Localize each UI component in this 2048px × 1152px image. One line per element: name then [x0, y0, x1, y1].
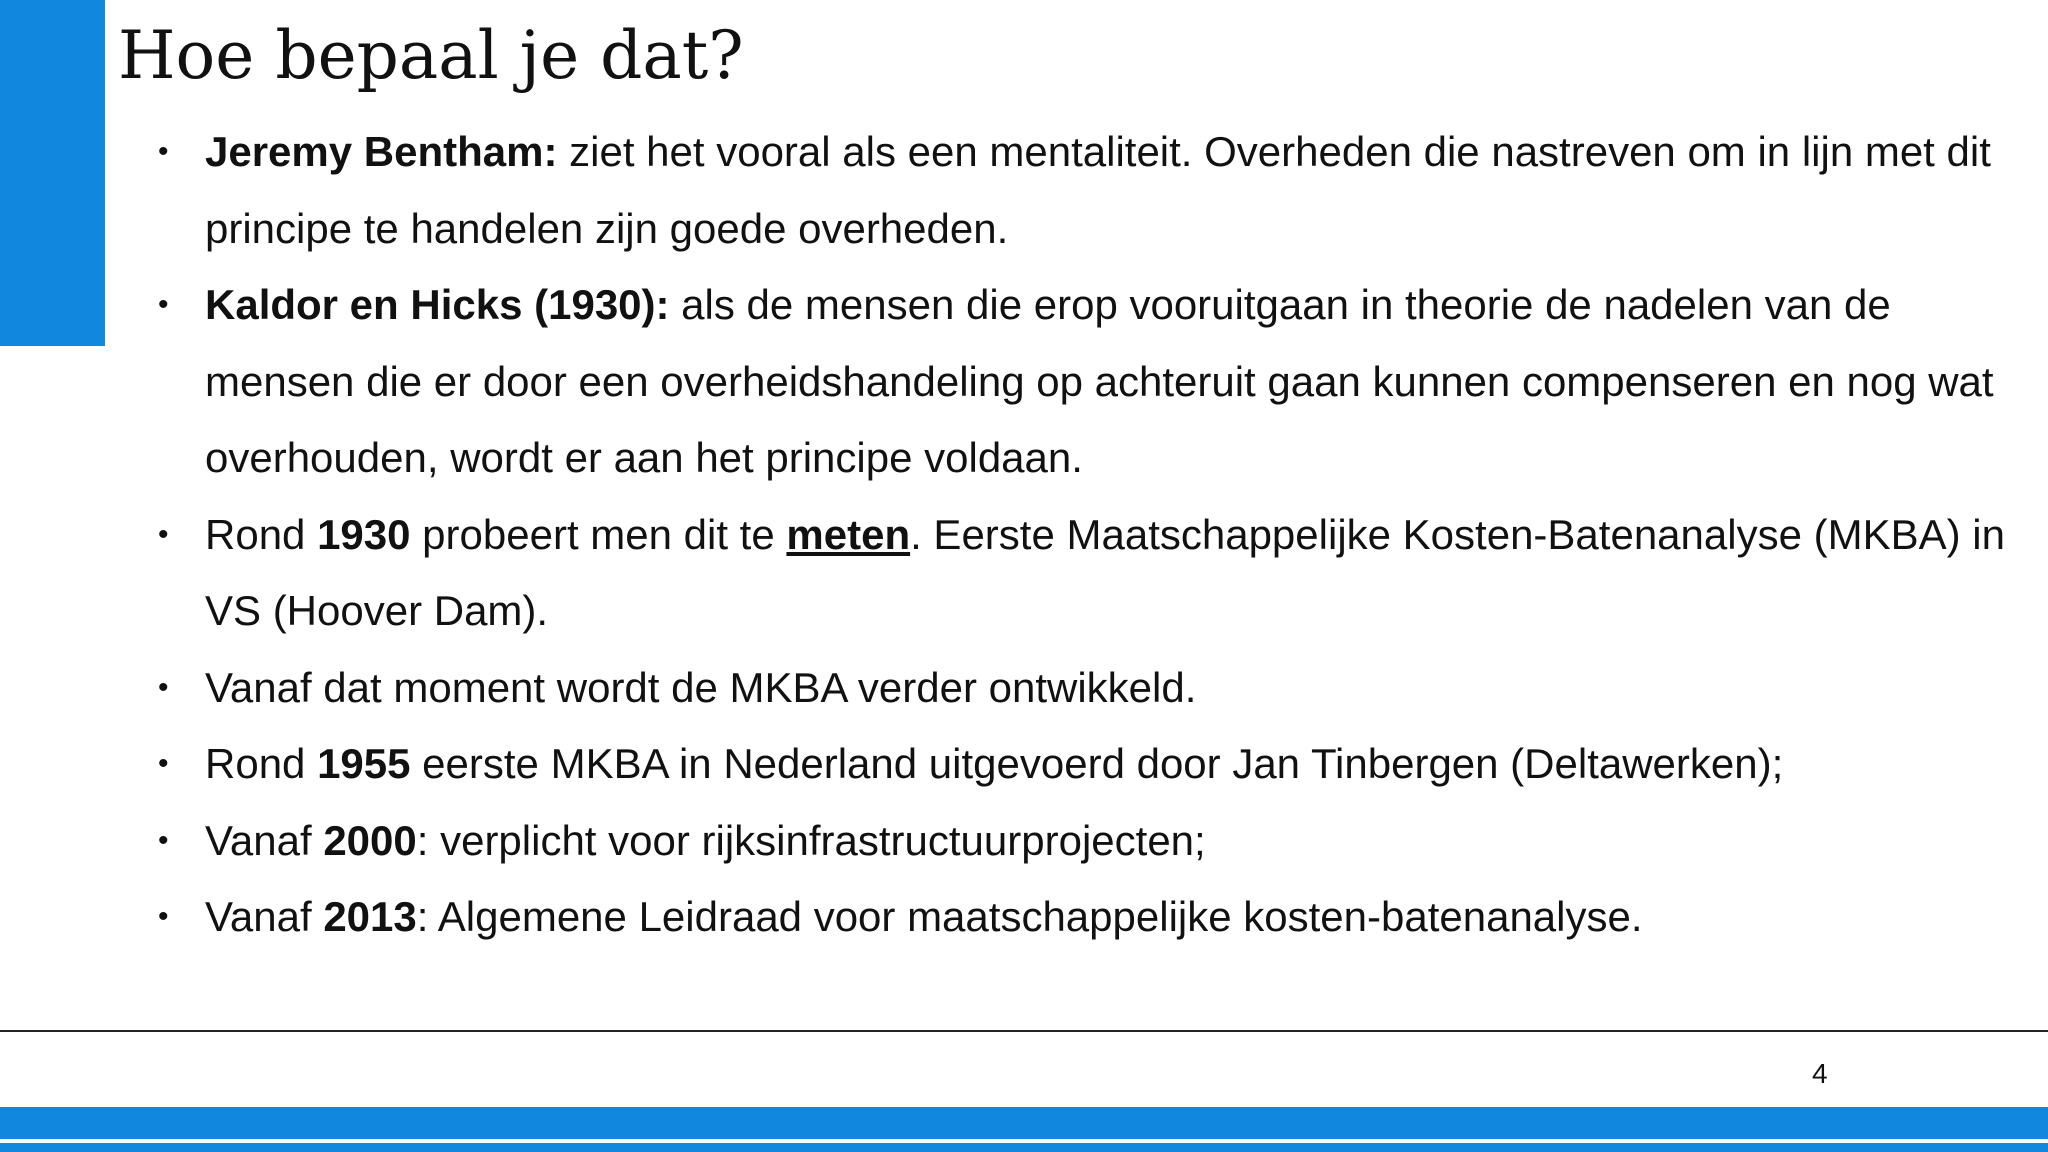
bullet-item-development	[0, 650, 2048, 727]
page-number: 4	[1812, 1058, 1828, 1089]
bullet-item-1955	[0, 726, 2048, 803]
bullet-underlined-word: meten	[786, 510, 911, 558]
bullet-dot: •	[158, 747, 169, 780]
bullet-dot: •	[158, 670, 169, 704]
slide-title: Hoe bepaal je dat?	[118, 17, 744, 94]
bullet-text-pre: Rond	[205, 510, 318, 558]
bullet-item-kaldor-hicks	[0, 267, 2048, 497]
bullet-text-mid: probeert men dit te	[410, 510, 787, 558]
bullet-list	[0, 114, 2048, 956]
bullet-dot: •	[158, 900, 169, 933]
footer-divider	[0, 1030, 2048, 1032]
bullet-dot: •	[158, 823, 169, 857]
bullet-dot: •	[158, 517, 169, 551]
bullet-bold-lead: Kaldor en Hicks (1930):	[205, 281, 670, 328]
bullet-text: als de mensen die erop vooruitgaan in theorie de nadelen van de mensen die er door een overheidshandeling op achteruit gaan kunnen compenseren en nog wat overhouden, wordt er aan het principe voldaan.	[205, 281, 1994, 481]
bullet-text-pre: Rond	[205, 740, 318, 787]
bullet-text: Vanaf dat moment wordt de MKBA verder ontwikkeld.	[205, 663, 1197, 711]
bullet-item-1930	[0, 497, 2048, 650]
bullet-bold-year: 2013	[323, 893, 417, 940]
bullet-dot: •	[158, 288, 169, 321]
bullet-bold-lead: Jeremy Bentham:	[205, 128, 558, 175]
bullet-text-pre: Vanaf	[205, 893, 324, 940]
bullet-text-pre: Vanaf	[205, 816, 324, 864]
bullet-text: ziet het vooral als een mentaliteit. Overheden die nastreven om in lijn met dit principe te handelen zijn goede overheden.	[205, 128, 1991, 252]
footer-band	[0, 1107, 2048, 1139]
bullet-dot: •	[158, 135, 169, 168]
bullet-item-bentham	[0, 114, 2048, 267]
bullet-item-2000	[0, 803, 2048, 880]
bullet-text-post: eerste MKBA in Nederland uitgevoerd door Jan Tinbergen (Deltawerken);	[410, 740, 1784, 787]
footer-band-thin	[0, 1143, 2048, 1152]
bullet-text-post: : verplicht voor rijksinfrastructuurprojecten;	[416, 816, 1206, 864]
bullet-text-post: : Algemene Leidraad voor maatschappelijke kosten-batenanalyse.	[416, 893, 1643, 940]
bullet-item-2013	[0, 879, 2048, 956]
bullet-bold-year: 1930	[317, 510, 411, 558]
bullet-bold-year: 1955	[317, 740, 411, 787]
bullet-text-post: . Eerste Maatschappelijke Kosten-Batenanalyse (MKBA) in VS (Hoover Dam).	[205, 510, 2005, 634]
bullet-bold-year: 2000	[323, 816, 417, 864]
